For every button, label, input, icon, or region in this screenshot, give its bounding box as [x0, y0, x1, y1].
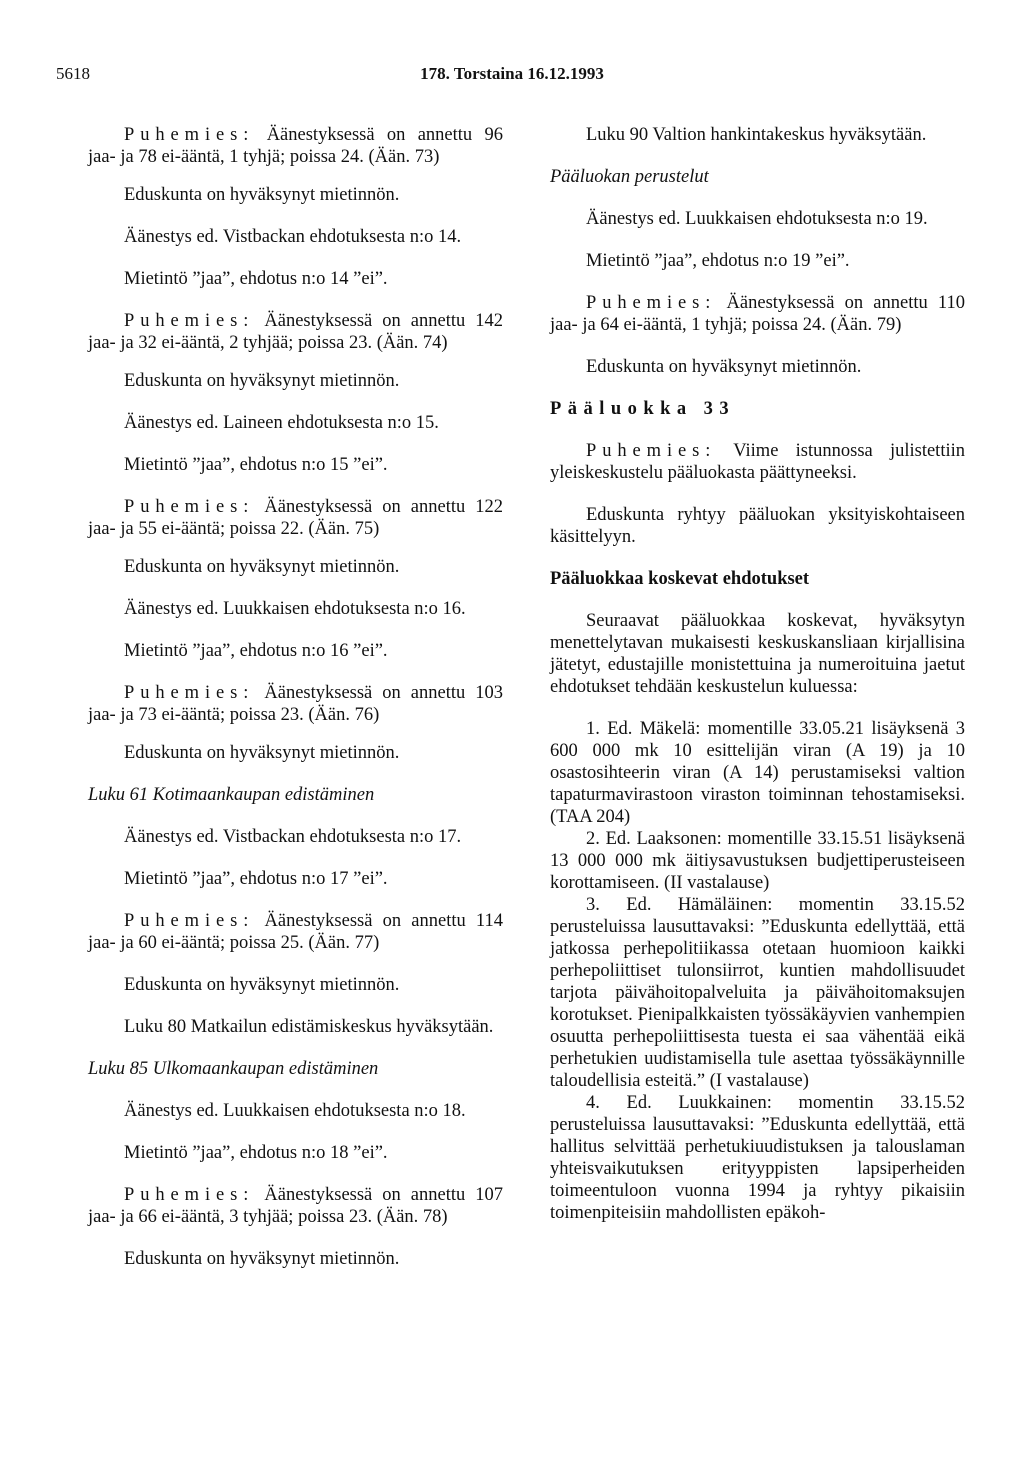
vote-announcement: Äänestys ed. Vistbackan ehdotuksesta n:o 17. [124, 827, 462, 847]
speaker-name: Puhemies: [124, 911, 255, 931]
speaker-statement [88, 910, 503, 954]
section-heading: Pääluokan perustelut [550, 167, 709, 187]
approval-text: Luku 90 Valtion hankintakeskus hyväksytään. [586, 125, 927, 145]
main-class-heading: Pääluokka 33 [550, 399, 736, 419]
approval-text: Luku 80 Matkailun edistämiskeskus hyväksytään. [124, 1017, 494, 1037]
decision-text: Eduskunta on hyväksynyt mietinnön. [124, 557, 400, 577]
speaker-statement [88, 1184, 503, 1228]
vote-announcement: Äänestys ed. Vistbackan ehdotuksesta n:o 14. [124, 227, 462, 247]
statement-text: Äänestyksessä on annettu 142 jaa- ja 32 ei-ääntä, 2 tyhjää; poissa 23. (Ään. 74) [88, 311, 503, 353]
speaker-name: Puhemies: [124, 497, 255, 517]
proposal-item: 4. Ed. Luukkainen: momentin 33.15.52 perusteluissa lausuttavaksi: ”Eduskunta edellyttää, että hallitus selvittää perhetukiuudistuksen ja talouslaman yhteisvaikutuksen erityyppisten lapsiperheiden toimeentuloon vuonna 1994 ja ryhtyy pikaisiin toimenpiteisiin mahdollisten epäkoh- [550, 1093, 965, 1223]
statement-text: Viime istunnossa julistettiin yleiskeskustelu pääluokasta päättyneeksi. [550, 441, 965, 483]
speaker-statement [88, 310, 503, 354]
proposal-item: 2. Ed. Laaksonen: momentille 33.15.51 lisäyksenä 13 000 000 mk äitiysavustuksen budjettiperusteiseen korottamiseen. (II vastalause) [550, 829, 965, 893]
speaker-name: Puhemies: [124, 1185, 255, 1205]
proposal-item: 3. Ed. Hämäläinen: momentin 33.15.52 perusteluissa lausuttavaksi: ”Eduskunta edellyttää, että jatkossa perhepolitiikassa otetaan huomioon kaikki perhepoliittiset tulonsiirrot, kuntien mahdollisuudet tarjota päivähoitopalveluita ja päivähoitomaksujen korotukset. Pienipalkkaisten työssäkäyvien vanhempien osuutta perhepoliittisesta tuesta ei saa vähentää eikä perhetukien uudistamisella tule asettaa työssäkäynnille taloudellisia esteitä.” (I vastalause) [550, 895, 965, 1091]
speaker-statement [88, 124, 503, 168]
vote-options: Mietintö ”jaa”, ehdotus n:o 19 ”ei”. [586, 251, 850, 271]
statement-text: Äänestyksessä on annettu 107 jaa- ja 66 ei-ääntä, 3 tyhjää; poissa 23. (Ään. 78) [88, 1185, 503, 1227]
right-column [550, 124, 965, 1224]
speaker-name: Puhemies: [586, 441, 717, 461]
speaker-statement [550, 440, 965, 484]
decision-text: Eduskunta on hyväksynyt mietinnön. [124, 371, 400, 391]
left-column [88, 124, 503, 1270]
decision-text: Eduskunta on hyväksynyt mietinnön. [124, 975, 400, 995]
speaker-statement [550, 292, 965, 336]
vote-announcement: Äänestys ed. Luukkaisen ehdotuksesta n:o 18. [124, 1101, 466, 1121]
page-header [56, 64, 968, 88]
statement-text: Äänestyksessä on annettu 122 jaa- ja 55 ei-ääntä; poissa 22. (Ään. 75) [88, 497, 503, 539]
page-number: 5618 [56, 64, 90, 83]
section-heading: Luku 61 Kotimaankaupan edistäminen [88, 785, 375, 805]
speaker-name: Puhemies: [124, 311, 255, 331]
procedure-text: Eduskunta ryhtyy pääluokan yksityiskohtaiseen käsittelyyn. [550, 505, 965, 547]
proposal-item: 1. Ed. Mäkelä: momentille 33.05.21 lisäyksenä 3 600 000 mk 10 esittelijän viran (A 19) ja 10 osastosihteerin viran (A 14) perustamiseksi valtion tapaturmavirastoon viraston toiminnan tehostamiseksi. (TAA 204) [550, 719, 965, 827]
vote-options: Mietintö ”jaa”, ehdotus n:o 16 ”ei”. [124, 641, 388, 661]
statement-text: Äänestyksessä on annettu 96 jaa- ja 78 ei-ääntä, 1 tyhjä; poissa 24. (Ään. 73) [88, 125, 503, 167]
speaker-statement [88, 682, 503, 726]
decision-text: Eduskunta on hyväksynyt mietinnön. [124, 1249, 400, 1269]
statement-text: Äänestyksessä on annettu 110 jaa- ja 64 ei-ääntä, 1 tyhjä; poissa 24. (Ään. 79) [550, 293, 965, 335]
section-heading: Luku 85 Ulkomaankaupan edistäminen [88, 1059, 379, 1079]
vote-options: Mietintö ”jaa”, ehdotus n:o 15 ”ei”. [124, 455, 388, 475]
decision-text: Eduskunta on hyväksynyt mietinnön. [124, 185, 400, 205]
section-heading: Pääluokkaa koskevat ehdotukset [550, 569, 810, 589]
statement-text: Äänestyksessä on annettu 103 jaa- ja 73 ei-ääntä; poissa 23. (Ään. 76) [88, 683, 503, 725]
vote-announcement: Äänestys ed. Laineen ehdotuksesta n:o 15. [124, 413, 439, 433]
speaker-name: Puhemies: [124, 683, 255, 703]
decision-text: Eduskunta on hyväksynyt mietinnön. [586, 357, 862, 377]
vote-options: Mietintö ”jaa”, ehdotus n:o 18 ”ei”. [124, 1143, 388, 1163]
vote-announcement: Äänestys ed. Luukkaisen ehdotuksesta n:o 16. [124, 599, 466, 619]
speaker-name: Puhemies: [124, 125, 255, 145]
statement-text: Äänestyksessä on annettu 114 jaa- ja 60 ei-ääntä; poissa 25. (Ään. 77) [88, 911, 503, 953]
speaker-name: Puhemies: [586, 293, 717, 313]
intro-paragraph: Seuraavat pääluokkaa koskevat, hyväksytyn menettelytavan mukaisesti keskuskansliaan kirjallisina jätetyt, edustajille monistettuina ja numeroituina jaetut ehdotukset tehdään keskustelun kuluessa: [550, 611, 965, 697]
session-title: 178. Torstaina 16.12.1993 [420, 64, 604, 83]
vote-options: Mietintö ”jaa”, ehdotus n:o 17 ”ei”. [124, 869, 388, 889]
vote-options: Mietintö ”jaa”, ehdotus n:o 14 ”ei”. [124, 269, 388, 289]
decision-text: Eduskunta on hyväksynyt mietinnön. [124, 743, 400, 763]
speaker-statement [88, 496, 503, 540]
vote-announcement: Äänestys ed. Luukkaisen ehdotuksesta n:o 19. [586, 209, 928, 229]
